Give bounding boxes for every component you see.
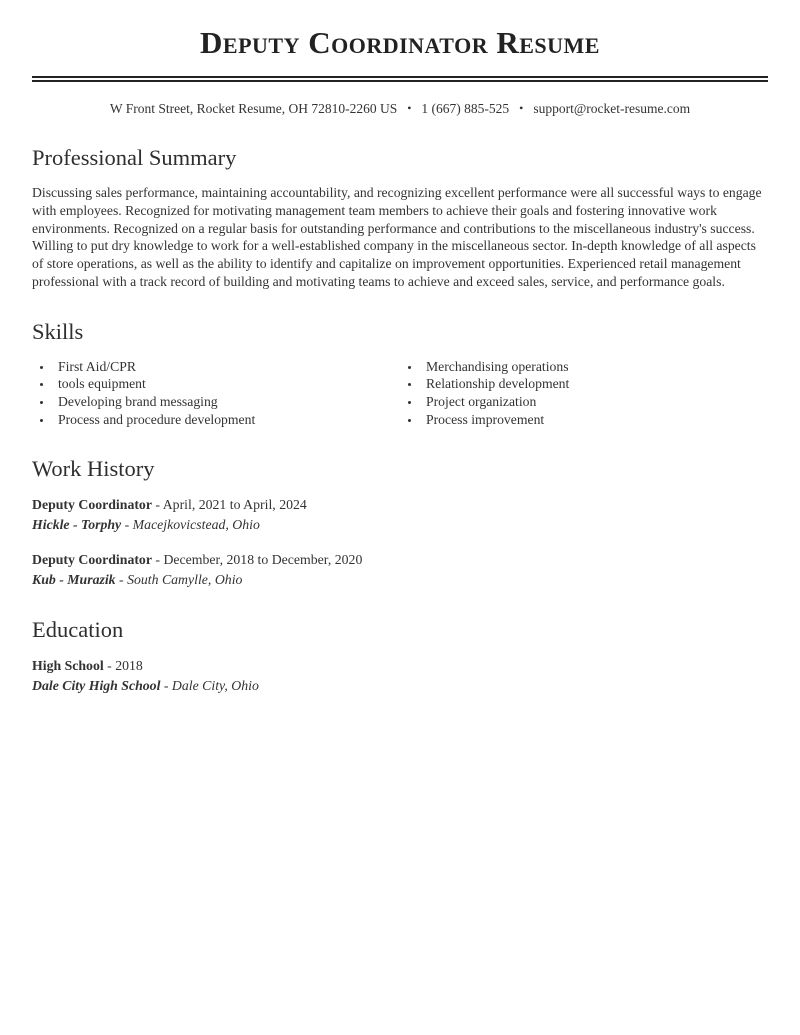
graduation-year: 2018 bbox=[115, 658, 143, 674]
school-location: Dale City, Ohio bbox=[171, 677, 259, 693]
job-title-line bbox=[32, 550, 768, 570]
dash-separator: - bbox=[160, 677, 172, 693]
skills-list-right bbox=[400, 358, 768, 428]
degree-line bbox=[32, 656, 768, 676]
dot-separator-icon: • bbox=[519, 101, 524, 116]
education-heading: Education bbox=[32, 617, 124, 643]
dash-separator: - bbox=[151, 552, 164, 568]
professional-summary-text: Discussing sales performance, maintaining accountability, and recognizing excellent performance were all successful ways to engage with employees. Recognized for motivating management team members to achieve their goals and fostering innovative work environments. Recognized on a regular basis for outstanding performance and contributions to the miscellaneous industry's success. Willing to put dry knowledge to work for a well-established company in the miscellaneous sector. In-depth knowledge of all aspects of store operations, as well as the ability to identify and capitalize on improvement opportunities. Experienced retail management professional with a track record of building and motivating teams to achieve and exceed sales, service, and performance goals. bbox=[32, 185, 762, 290]
dash-separator: - bbox=[115, 571, 128, 587]
section-professional-summary bbox=[32, 144, 768, 291]
work-history-entry bbox=[32, 495, 768, 534]
dash-separator: - bbox=[151, 497, 163, 513]
contact-email: support@rocket-resume.com bbox=[533, 101, 691, 117]
job-location: South Camylle, Ohio bbox=[127, 571, 243, 587]
dash-separator: - bbox=[121, 516, 133, 532]
section-skills bbox=[32, 318, 768, 428]
skill-item: • Merchandising operations bbox=[421, 358, 768, 376]
job-location: Macejkovicstead, Ohio bbox=[132, 516, 260, 532]
job-title-line bbox=[32, 495, 768, 515]
work-history-entry bbox=[32, 550, 768, 589]
skill-item: • Process improvement bbox=[421, 411, 768, 429]
school-name: Dale City High School bbox=[32, 677, 161, 693]
section-education bbox=[32, 616, 768, 695]
school-line bbox=[32, 676, 768, 696]
work-history-heading: Work History bbox=[32, 456, 155, 482]
dash-separator: - bbox=[103, 658, 116, 674]
resume-title: Deputy Coordinator Resume bbox=[200, 25, 600, 60]
contact-address: W Front Street, Rocket Resume, OH 72810-2260 US bbox=[109, 101, 398, 117]
skill-item: • tools equipment bbox=[53, 375, 400, 393]
job-title: Deputy Coordinator bbox=[32, 552, 152, 568]
skill-item: • Relationship development bbox=[421, 375, 768, 393]
degree-name: High School bbox=[32, 658, 104, 674]
skills-heading: Skills bbox=[32, 318, 84, 344]
skill-item: • First Aid/CPR bbox=[53, 358, 400, 376]
job-company: Hickle - Torphy bbox=[32, 516, 122, 532]
section-work-history bbox=[32, 455, 768, 589]
skill-item: • Process and procedure development bbox=[53, 411, 400, 429]
professional-summary-heading: Professional Summary bbox=[32, 145, 237, 171]
job-company-line bbox=[32, 570, 768, 590]
job-company-line bbox=[32, 515, 768, 535]
job-dates: December, 2018 to December, 2020 bbox=[163, 552, 363, 568]
skills-list-left bbox=[32, 358, 400, 428]
contact-line bbox=[32, 101, 768, 117]
job-dates: April, 2021 to April, 2024 bbox=[162, 497, 307, 513]
dot-separator-icon: • bbox=[407, 101, 412, 116]
header-divider bbox=[32, 76, 768, 82]
contact-phone: 1 (667) 885-525 bbox=[421, 101, 510, 117]
skill-item: • Project organization bbox=[421, 393, 768, 411]
skills-columns bbox=[32, 358, 768, 428]
job-title: Deputy Coordinator bbox=[32, 497, 152, 513]
education-entry bbox=[32, 656, 768, 695]
skill-item: • Developing brand messaging bbox=[53, 393, 400, 411]
job-company: Kub - Murazik bbox=[32, 571, 116, 587]
